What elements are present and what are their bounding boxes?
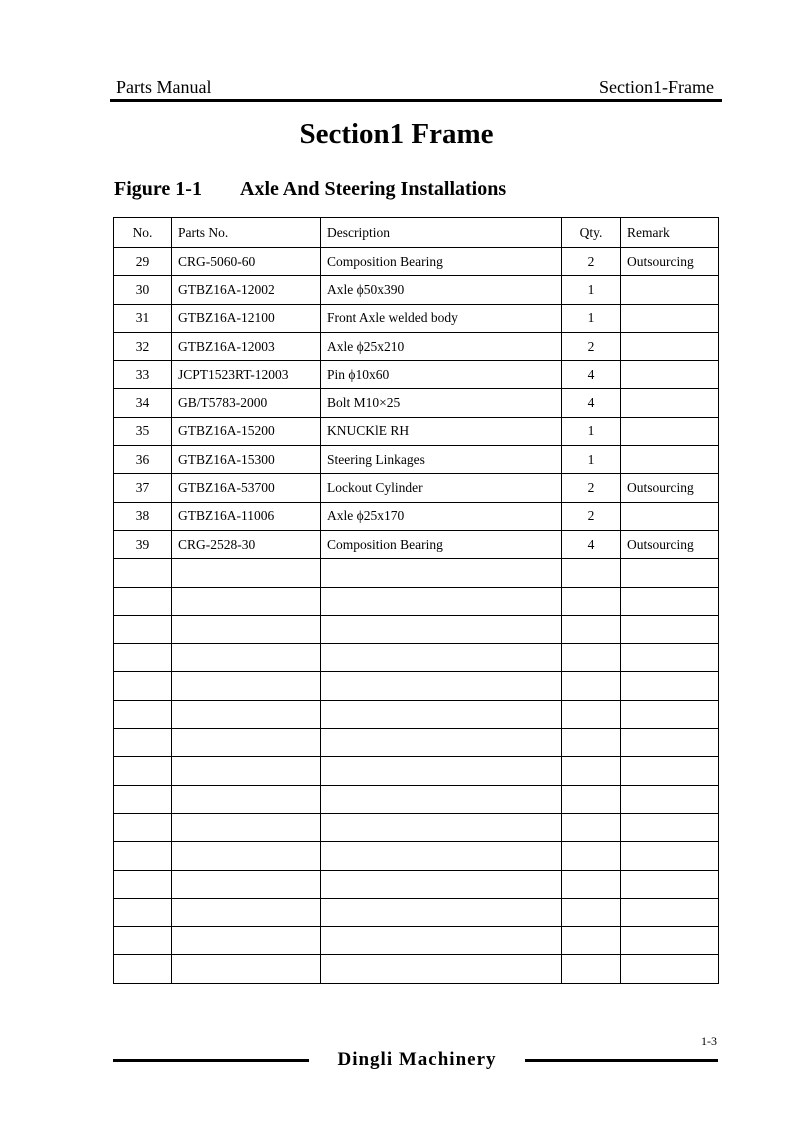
cell-remark bbox=[621, 927, 719, 955]
table-row bbox=[114, 530, 719, 558]
header-manual-title: Parts Manual bbox=[116, 77, 212, 97]
cell-parts-no bbox=[172, 898, 321, 926]
cell-qty bbox=[562, 955, 621, 983]
cell-description bbox=[321, 785, 562, 813]
table-body bbox=[114, 248, 719, 984]
cell-parts-no bbox=[172, 587, 321, 615]
cell-parts-no: GTBZ16A-53700 bbox=[172, 474, 321, 502]
cell-description: KNUCKlE RH bbox=[321, 417, 562, 445]
cell-no: 35 bbox=[114, 417, 172, 445]
cell-remark bbox=[621, 502, 719, 530]
cell-qty: 2 bbox=[562, 474, 621, 502]
page-title: Section1 Frame bbox=[299, 118, 494, 150]
cell-parts-no: JCPT1523RT-12003 bbox=[172, 361, 321, 389]
table-row-empty bbox=[114, 559, 719, 587]
cell-qty: 2 bbox=[562, 332, 621, 360]
cell-description bbox=[321, 870, 562, 898]
cell-remark bbox=[621, 559, 719, 587]
cell-qty: 1 bbox=[562, 417, 621, 445]
cell-parts-no bbox=[172, 729, 321, 757]
cell-remark bbox=[621, 587, 719, 615]
cell-parts-no bbox=[172, 785, 321, 813]
cell-description: Front Axle welded body bbox=[321, 304, 562, 332]
table-row-empty bbox=[114, 785, 719, 813]
cell-description bbox=[321, 898, 562, 926]
table-row bbox=[114, 276, 719, 304]
cell-description: Composition Bearing bbox=[321, 530, 562, 558]
table-row bbox=[114, 332, 719, 360]
cell-remark bbox=[621, 615, 719, 643]
cell-no: 37 bbox=[114, 474, 172, 502]
cell-remark: Outsourcing bbox=[621, 474, 719, 502]
cell-parts-no bbox=[172, 955, 321, 983]
cell-description bbox=[321, 927, 562, 955]
footer-rule-right bbox=[525, 1059, 718, 1062]
cell-description bbox=[321, 813, 562, 841]
table-row bbox=[114, 304, 719, 332]
cell-parts-no bbox=[172, 813, 321, 841]
cell-remark bbox=[621, 672, 719, 700]
cell-remark bbox=[621, 842, 719, 870]
cell-parts-no bbox=[172, 757, 321, 785]
cell-parts-no: GTBZ16A-11006 bbox=[172, 502, 321, 530]
cell-description bbox=[321, 842, 562, 870]
cell-no bbox=[114, 842, 172, 870]
cell-description: Pin ϕ10x60 bbox=[321, 361, 562, 389]
page-number: 1-3 bbox=[701, 1034, 717, 1048]
footer-brand: Dingli Machinery bbox=[337, 1049, 497, 1070]
cell-qty bbox=[562, 927, 621, 955]
cell-parts-no bbox=[172, 870, 321, 898]
table-row bbox=[114, 502, 719, 530]
cell-description bbox=[321, 615, 562, 643]
table-row bbox=[114, 248, 719, 276]
cell-no: 31 bbox=[114, 304, 172, 332]
cell-description: Steering Linkages bbox=[321, 446, 562, 474]
figure-caption bbox=[114, 178, 506, 201]
table-row-empty bbox=[114, 870, 719, 898]
cell-remark bbox=[621, 332, 719, 360]
cell-remark bbox=[621, 757, 719, 785]
cell-qty bbox=[562, 729, 621, 757]
cell-description bbox=[321, 729, 562, 757]
cell-no bbox=[114, 955, 172, 983]
cell-remark bbox=[621, 870, 719, 898]
table-row-empty bbox=[114, 700, 719, 728]
cell-parts-no: CRG-2528-30 bbox=[172, 530, 321, 558]
cell-remark bbox=[621, 304, 719, 332]
cell-no bbox=[114, 644, 172, 672]
cell-parts-no: GTBZ16A-12002 bbox=[172, 276, 321, 304]
cell-qty bbox=[562, 587, 621, 615]
cell-description bbox=[321, 955, 562, 983]
table-row-empty bbox=[114, 644, 719, 672]
parts-table bbox=[113, 217, 719, 984]
table-row-empty bbox=[114, 813, 719, 841]
cell-no bbox=[114, 898, 172, 926]
cell-parts-no bbox=[172, 700, 321, 728]
cell-qty bbox=[562, 615, 621, 643]
cell-parts-no: GTBZ16A-15300 bbox=[172, 446, 321, 474]
col-header-description: Description bbox=[321, 218, 562, 248]
cell-remark bbox=[621, 417, 719, 445]
figure-title: Axle And Steering Installations bbox=[240, 178, 507, 200]
cell-remark bbox=[621, 813, 719, 841]
header-rule bbox=[110, 99, 722, 102]
table-row-empty bbox=[114, 729, 719, 757]
cell-parts-no bbox=[172, 644, 321, 672]
cell-qty bbox=[562, 842, 621, 870]
cell-no bbox=[114, 729, 172, 757]
cell-remark bbox=[621, 785, 719, 813]
cell-no: 29 bbox=[114, 248, 172, 276]
cell-no: 36 bbox=[114, 446, 172, 474]
table-row bbox=[114, 474, 719, 502]
cell-no: 39 bbox=[114, 530, 172, 558]
cell-qty: 4 bbox=[562, 361, 621, 389]
cell-qty bbox=[562, 785, 621, 813]
cell-parts-no bbox=[172, 927, 321, 955]
cell-remark bbox=[621, 361, 719, 389]
cell-remark bbox=[621, 729, 719, 757]
cell-qty: 2 bbox=[562, 502, 621, 530]
cell-no: 33 bbox=[114, 361, 172, 389]
cell-remark bbox=[621, 955, 719, 983]
cell-qty bbox=[562, 644, 621, 672]
cell-no: 30 bbox=[114, 276, 172, 304]
cell-qty: 1 bbox=[562, 304, 621, 332]
cell-description: Axle ϕ25x170 bbox=[321, 502, 562, 530]
cell-no: 32 bbox=[114, 332, 172, 360]
cell-parts-no: CRG-5060-60 bbox=[172, 248, 321, 276]
cell-description bbox=[321, 644, 562, 672]
col-header-no: No. bbox=[114, 218, 172, 248]
cell-description bbox=[321, 587, 562, 615]
cell-parts-no bbox=[172, 559, 321, 587]
cell-parts-no bbox=[172, 672, 321, 700]
cell-description: Axle ϕ25x210 bbox=[321, 332, 562, 360]
cell-no bbox=[114, 615, 172, 643]
cell-description bbox=[321, 559, 562, 587]
cell-description bbox=[321, 757, 562, 785]
footer-rule-left bbox=[113, 1059, 309, 1062]
cell-qty bbox=[562, 672, 621, 700]
cell-description bbox=[321, 672, 562, 700]
cell-parts-no bbox=[172, 615, 321, 643]
table-row-empty bbox=[114, 842, 719, 870]
cell-qty bbox=[562, 559, 621, 587]
cell-parts-no: GTBZ16A-12100 bbox=[172, 304, 321, 332]
table-header-row bbox=[114, 218, 719, 248]
table-row-empty bbox=[114, 898, 719, 926]
cell-remark: Outsourcing bbox=[621, 530, 719, 558]
cell-no bbox=[114, 927, 172, 955]
col-header-qty: Qty. bbox=[562, 218, 621, 248]
cell-description: Bolt M10×25 bbox=[321, 389, 562, 417]
cell-parts-no: GTBZ16A-15200 bbox=[172, 417, 321, 445]
cell-remark bbox=[621, 389, 719, 417]
header-section-title: Section1-Frame bbox=[599, 77, 714, 97]
table-row-empty bbox=[114, 615, 719, 643]
cell-remark bbox=[621, 898, 719, 926]
table-row bbox=[114, 417, 719, 445]
cell-qty bbox=[562, 700, 621, 728]
cell-qty: 2 bbox=[562, 248, 621, 276]
table-row bbox=[114, 389, 719, 417]
cell-description bbox=[321, 700, 562, 728]
table-row-empty bbox=[114, 587, 719, 615]
cell-parts-no: GB/T5783-2000 bbox=[172, 389, 321, 417]
cell-qty bbox=[562, 898, 621, 926]
table-row-empty bbox=[114, 927, 719, 955]
cell-remark: Outsourcing bbox=[621, 248, 719, 276]
cell-qty: 1 bbox=[562, 276, 621, 304]
cell-description: Composition Bearing bbox=[321, 248, 562, 276]
cell-description: Lockout Cylinder bbox=[321, 474, 562, 502]
cell-remark bbox=[621, 644, 719, 672]
table-row-empty bbox=[114, 955, 719, 983]
cell-qty bbox=[562, 757, 621, 785]
cell-parts-no: GTBZ16A-12003 bbox=[172, 332, 321, 360]
cell-no bbox=[114, 813, 172, 841]
cell-no bbox=[114, 587, 172, 615]
cell-no bbox=[114, 672, 172, 700]
col-header-parts-no: Parts No. bbox=[172, 218, 321, 248]
figure-number: Figure 1-1 bbox=[114, 178, 202, 200]
cell-no: 34 bbox=[114, 389, 172, 417]
cell-no bbox=[114, 700, 172, 728]
cell-no bbox=[114, 757, 172, 785]
table-row-empty bbox=[114, 672, 719, 700]
cell-description: Axle ϕ50x390 bbox=[321, 276, 562, 304]
cell-parts-no bbox=[172, 842, 321, 870]
cell-qty bbox=[562, 870, 621, 898]
cell-remark bbox=[621, 700, 719, 728]
cell-qty: 4 bbox=[562, 389, 621, 417]
table-row bbox=[114, 361, 719, 389]
cell-qty bbox=[562, 813, 621, 841]
cell-no bbox=[114, 870, 172, 898]
col-header-remark: Remark bbox=[621, 218, 719, 248]
table-row bbox=[114, 446, 719, 474]
cell-qty: 4 bbox=[562, 530, 621, 558]
cell-no bbox=[114, 559, 172, 587]
cell-remark bbox=[621, 446, 719, 474]
table-row-empty bbox=[114, 757, 719, 785]
cell-qty: 1 bbox=[562, 446, 621, 474]
cell-no: 38 bbox=[114, 502, 172, 530]
cell-remark bbox=[621, 276, 719, 304]
cell-no bbox=[114, 785, 172, 813]
